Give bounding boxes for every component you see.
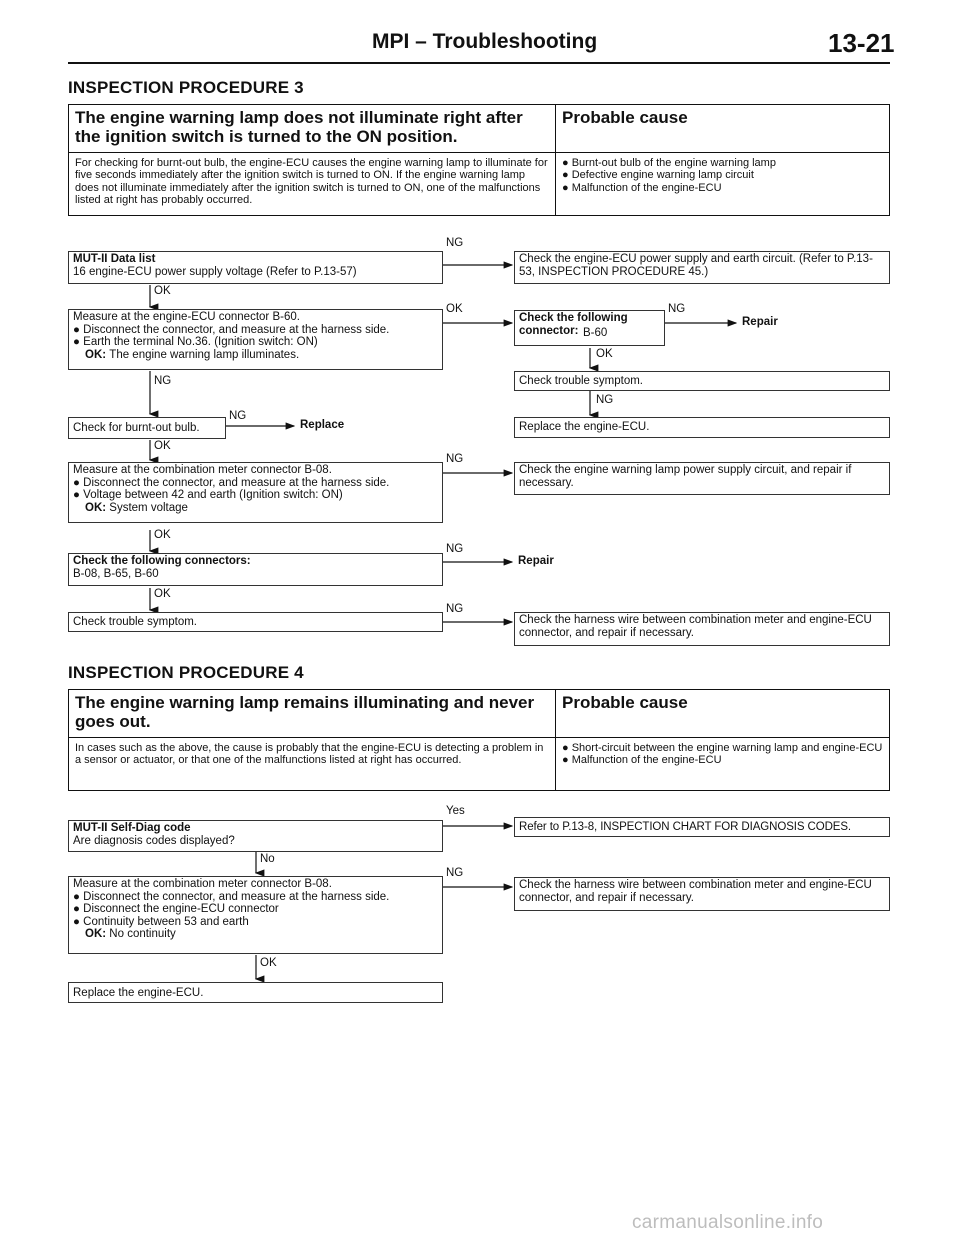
box-text: Measure at the combination meter connector B-08. [73, 464, 332, 476]
no-label: No [260, 853, 275, 865]
symptom-table-body [69, 738, 889, 790]
watermark: carmanualsonline.info [632, 1212, 824, 1233]
ok-label: OK [260, 957, 277, 969]
ng-label: NG [446, 237, 464, 249]
cause-item: ● Malfunction of the engine-ECU [562, 181, 722, 194]
cause-item: ● Short-circuit between the engine warning lamp and engine-ECU [562, 742, 883, 754]
ng-label: NG [668, 303, 686, 315]
connector-id: B-60 [583, 327, 608, 339]
flow-box-check-trouble-symptom: Check trouble symptom. [68, 612, 443, 632]
symptom-table-header [69, 690, 889, 738]
flow-box-power-supply-check: Check the engine-ECU power supply and earth circuit. (Refer to P.13-53, INSPECTION PROCEDURE 45.) [514, 251, 890, 284]
ok-label: OK [154, 529, 171, 541]
flow-box-burnt-out-bulb: Check for burnt-out bulb. [68, 417, 226, 439]
box-bullet: ● Voltage between 42 and earth (Ignition switch: ON) [73, 489, 343, 502]
probable-cause-list [556, 738, 889, 790]
symptom-description: In cases such as the above, the cause is probably that the engine-ECU is detecting a problem in a sensor or actuator, or that one of the malfunctions listed at right has occurred. [69, 738, 556, 790]
ok-label: OK [154, 285, 171, 297]
box-bullet: ● Disconnect the connector, and measure at the harness side. [73, 476, 390, 489]
cause-item: ● Defective engine warning lamp circuit [562, 169, 754, 182]
procedure-4-symptom-table [68, 689, 890, 791]
ok-label: OK [154, 440, 171, 452]
box-text: 16 engine-ECU power supply voltage (Refer to P.13-57) [73, 265, 357, 278]
probable-cause-heading: Probable cause [562, 693, 688, 712]
box-title: MUT-II Self-Diag code [73, 822, 191, 834]
symptom-heading: The engine warning lamp does not illuminate right after the ignition switch is turned to the ON position. [69, 105, 556, 152]
procedure-4-title: INSPECTION PROCEDURE 4 [68, 663, 304, 682]
box-ok-criteria: OK: No continuity [85, 928, 176, 941]
repair-action: Repair [742, 316, 778, 328]
ng-label: NG [446, 867, 464, 879]
page-number: 13-21 [828, 28, 895, 58]
box-bullet: ● Disconnect the connector, and measure at the harness side. [73, 890, 390, 903]
repair-action: Repair [518, 555, 554, 567]
page-header-title: MPI – Troubleshooting [372, 30, 598, 53]
ng-label: NG [446, 543, 464, 555]
ok-label: OK [446, 303, 463, 315]
cause-item: ● Malfunction of the engine-ECU [562, 754, 722, 767]
box-bullet: ● Continuity between 53 and earth [73, 915, 249, 928]
flow-box-check-connectors [68, 553, 443, 586]
flow-box-check-symptom: Check trouble symptom. [514, 371, 890, 391]
ng-label: NG [229, 410, 247, 422]
box-ok-criteria: OK: System voltage [85, 501, 188, 514]
ng-label: NG [446, 453, 464, 465]
cause-item: ● Burnt-out bulb of the engine warning lamp [562, 157, 776, 169]
ok-label: OK [596, 348, 613, 360]
flow-box-replace-ecu-final: Replace the engine-ECU. [68, 982, 443, 1003]
box-title: MUT-II Data list [73, 253, 156, 265]
flow-box-mut-data-list [68, 251, 443, 284]
procedure-3-title: INSPECTION PROCEDURE 3 [68, 78, 304, 97]
flow-box-harness-wire-check-2: Check the harness wire between combination meter and engine-ECU connector, and repair if necessary. [514, 877, 890, 911]
box-bullet: ● Disconnect the connector, and measure at the harness side. [73, 323, 390, 336]
box-bullet: ● Earth the terminal No.36. (Ignition switch: ON) [73, 336, 318, 349]
flow-box-lamp-power-circuit: Check the engine warning lamp power supply circuit, and repair if necessary. [514, 462, 890, 495]
probable-cause-heading: Probable cause [562, 108, 688, 127]
ng-label: NG [446, 603, 464, 615]
box-text: B-08, B-65, B-60 [73, 567, 159, 580]
replace-action: Replace [300, 419, 345, 431]
box-bullet: ● Disconnect the engine-ECU connector [73, 903, 279, 916]
symptom-heading: The engine warning lamp remains illuminating and never goes out. [69, 690, 556, 737]
flow-box-measure-ecu-connector [68, 309, 443, 370]
box-text: Are diagnosis codes displayed? [73, 834, 235, 847]
ng-label: NG [596, 394, 614, 406]
flow-box-replace-ecu: Replace the engine-ECU. [514, 417, 890, 438]
box-text: Measure at the combination meter connector B-08. [73, 878, 332, 890]
flow-box-diagnosis-chart-ref: Refer to P.13-8, INSPECTION CHART FOR DIAGNOSIS CODES. [514, 817, 890, 837]
yes-label: Yes [446, 805, 465, 817]
symptom-description: For checking for burnt-out bulb, the engine-ECU causes the engine warning lamp to illuminate for five seconds immediately after the ignition switch is turned to ON. If the engine warning lamp does not illuminate immediately after the ignition switch is turned to ON, one of the malfunctions listed at right has probably occurred. [69, 153, 556, 215]
flow-box-mut-self-diag [68, 820, 443, 852]
flow-box-harness-wire-check: Check the harness wire between combination meter and engine-ECU connector, and repair if necessary. [514, 612, 890, 646]
box-ok-criteria: OK: The engine warning lamp illuminates. [85, 348, 300, 361]
flow-box-measure-meter-continuity [68, 876, 443, 954]
box-text: Measure at the engine-ECU connector B-60. [73, 311, 300, 323]
box-title: Check the following connectors: [73, 555, 251, 567]
ok-label: OK [154, 588, 171, 600]
ng-label: NG [154, 375, 172, 387]
flow-box-measure-meter-connector [68, 462, 443, 523]
box-title: Check the following connector: [519, 312, 628, 337]
